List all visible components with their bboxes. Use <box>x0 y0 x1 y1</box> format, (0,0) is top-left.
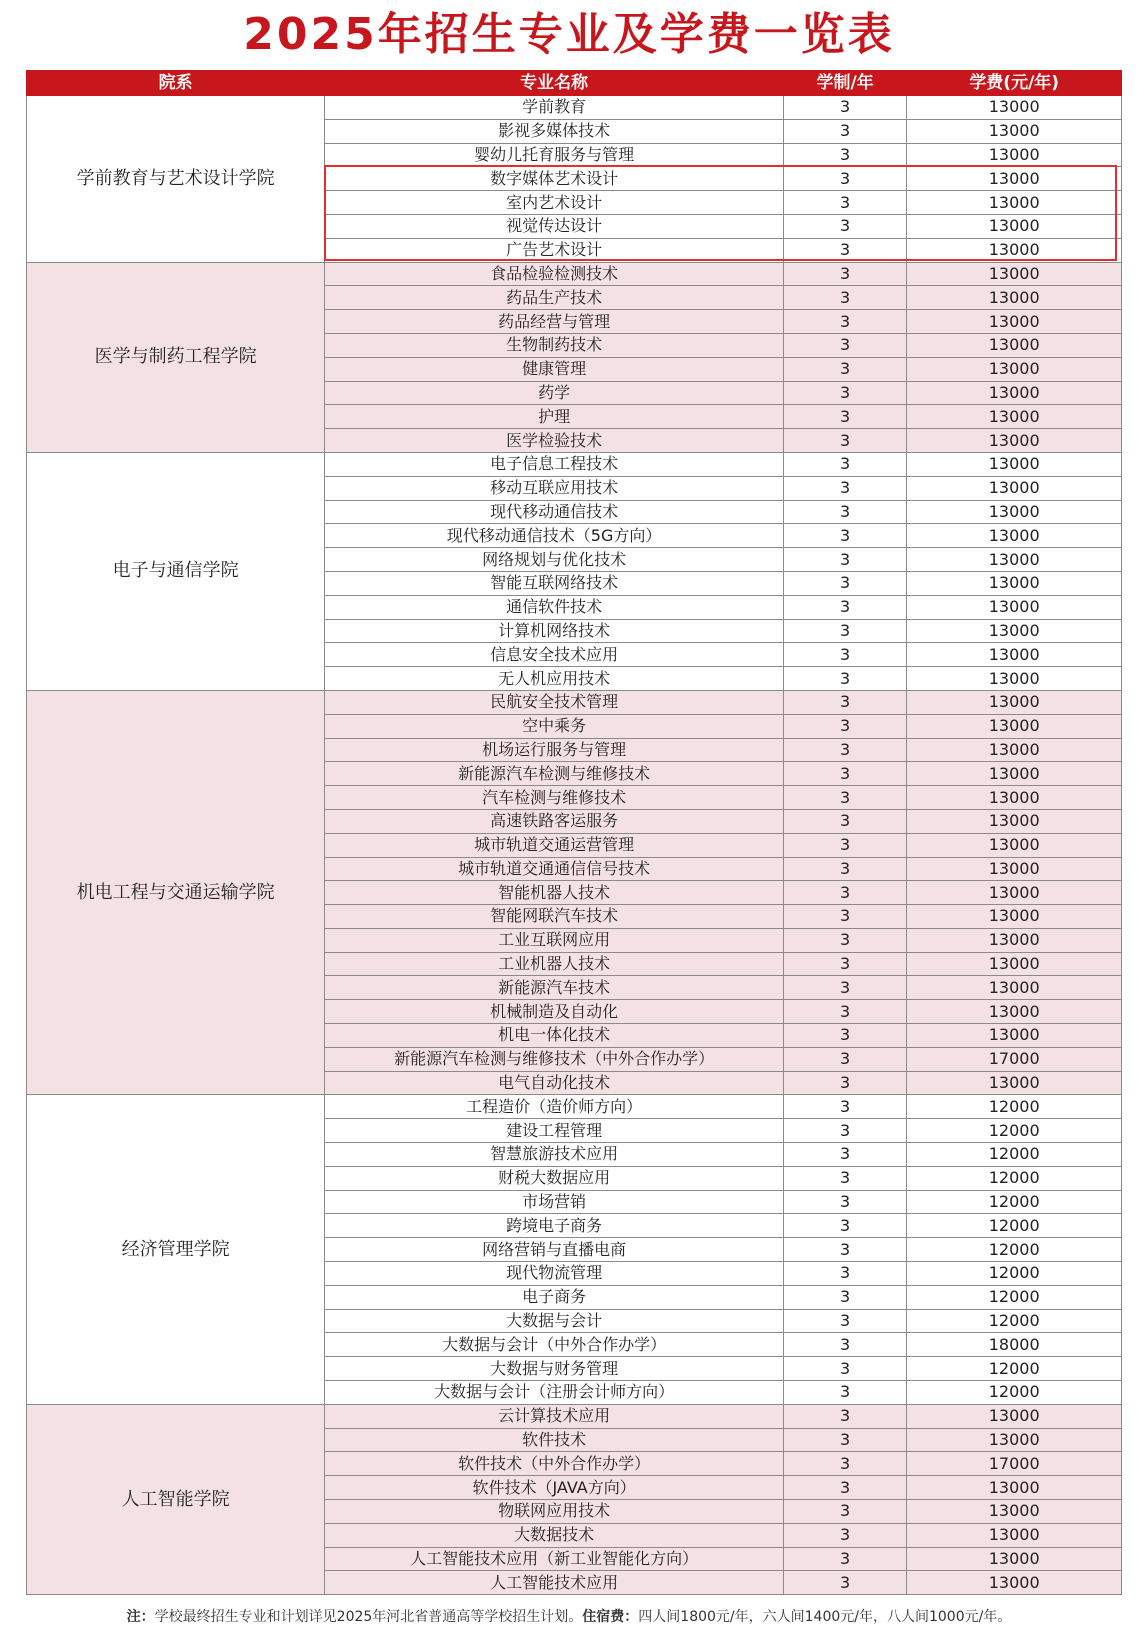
dorm-fee-text: 四人间1800元/年，六人间1400元/年，八人间1000元/年。 <box>638 1609 1012 1625</box>
tuition-cell: 13000 <box>907 881 1122 905</box>
header-college: 院系 <box>27 71 325 96</box>
tuition-cell: 13000 <box>907 1547 1122 1571</box>
duration-cell: 3 <box>783 333 907 357</box>
duration-cell: 3 <box>783 1119 907 1143</box>
major-cell: 新能源汽车检测与维修技术（中外合作办学） <box>325 1047 784 1071</box>
major-cell: 新能源汽车检测与维修技术 <box>325 762 784 786</box>
header-tuition: 学费(元/年) <box>907 71 1122 96</box>
major-cell: 智能互联网络技术 <box>325 571 784 595</box>
duration-cell: 3 <box>783 238 907 262</box>
major-cell: 电气自动化技术 <box>325 1071 784 1095</box>
note-text: 学校最终招生专业和计划详见2025年河北省普通高等学校招生计划。 <box>154 1609 583 1625</box>
tuition-cell: 13000 <box>907 1428 1122 1452</box>
major-cell: 智慧旅游技术应用 <box>325 1143 784 1167</box>
college-cell: 人工智能学院 <box>27 1404 325 1594</box>
duration-cell: 3 <box>783 619 907 643</box>
duration-cell: 3 <box>783 1047 907 1071</box>
tuition-cell: 13000 <box>907 238 1122 262</box>
major-cell: 学前教育 <box>325 96 784 120</box>
tuition-cell: 13000 <box>907 595 1122 619</box>
major-cell: 汽车检测与维修技术 <box>325 786 784 810</box>
duration-cell: 3 <box>783 667 907 691</box>
major-cell: 通信软件技术 <box>325 595 784 619</box>
duration-cell: 3 <box>783 976 907 1000</box>
tuition-cell: 13000 <box>907 667 1122 691</box>
duration-cell: 3 <box>783 548 907 572</box>
duration-cell: 3 <box>783 214 907 238</box>
college-cell: 医学与制药工程学院 <box>27 262 325 452</box>
major-cell: 现代移动通信技术 <box>325 500 784 524</box>
major-cell: 软件技术（中外合作办学） <box>325 1452 784 1476</box>
duration-cell: 3 <box>783 928 907 952</box>
college-cell: 经济管理学院 <box>27 1095 325 1404</box>
major-cell: 现代移动通信技术（5G方向） <box>325 524 784 548</box>
table-row <box>27 690 1122 714</box>
page-title: 2025年招生专业及学费一览表 <box>243 9 895 60</box>
duration-cell: 3 <box>783 1571 907 1595</box>
duration-cell: 3 <box>783 429 907 453</box>
tuition-cell: 13000 <box>907 191 1122 215</box>
duration-cell: 3 <box>783 595 907 619</box>
major-cell: 软件技术（JAVA方向） <box>325 1476 784 1500</box>
major-cell: 信息安全技术应用 <box>325 643 784 667</box>
tuition-cell: 13000 <box>907 357 1122 381</box>
duration-cell: 3 <box>783 405 907 429</box>
tuition-cell: 13000 <box>907 310 1122 334</box>
major-cell: 生物制药技术 <box>325 333 784 357</box>
tuition-cell: 13000 <box>907 1500 1122 1524</box>
tuition-cell: 13000 <box>907 405 1122 429</box>
duration-cell: 3 <box>783 857 907 881</box>
major-cell: 建设工程管理 <box>325 1119 784 1143</box>
duration-cell: 3 <box>783 381 907 405</box>
tuition-cell: 13000 <box>907 833 1122 857</box>
duration-cell: 3 <box>783 143 907 167</box>
duration-cell: 3 <box>783 643 907 667</box>
tuition-cell: 13000 <box>907 928 1122 952</box>
major-cell: 民航安全技术管理 <box>325 690 784 714</box>
duration-cell: 3 <box>783 357 907 381</box>
tuition-cell: 13000 <box>907 452 1122 476</box>
major-cell: 医学检验技术 <box>325 429 784 453</box>
tuition-cell: 13000 <box>907 809 1122 833</box>
duration-cell: 3 <box>783 1285 907 1309</box>
tuition-cell: 13000 <box>907 1571 1122 1595</box>
tuition-cell: 12000 <box>907 1190 1122 1214</box>
tuition-cell: 13000 <box>907 1024 1122 1048</box>
major-cell: 物联网应用技术 <box>325 1500 784 1524</box>
header-duration: 学制/年 <box>783 71 907 96</box>
duration-cell: 3 <box>783 1000 907 1024</box>
tuition-cell: 13000 <box>907 333 1122 357</box>
major-cell: 网络规划与优化技术 <box>325 548 784 572</box>
duration-cell: 3 <box>783 96 907 120</box>
major-cell: 软件技术 <box>325 1428 784 1452</box>
tuition-cell: 12000 <box>907 1285 1122 1309</box>
tuition-cell: 12000 <box>907 1166 1122 1190</box>
major-cell: 人工智能技术应用（新工业智能化方向） <box>325 1547 784 1571</box>
tuition-cell: 13000 <box>907 643 1122 667</box>
major-cell: 移动互联应用技术 <box>325 476 784 500</box>
duration-cell: 3 <box>783 1523 907 1547</box>
duration-cell: 3 <box>783 1166 907 1190</box>
tuition-cell: 13000 <box>907 1000 1122 1024</box>
duration-cell: 3 <box>783 1547 907 1571</box>
note-label: 注： <box>126 1609 155 1625</box>
major-cell: 云计算技术应用 <box>325 1404 784 1428</box>
college-cell: 学前教育与艺术设计学院 <box>27 96 325 263</box>
tuition-cell: 12000 <box>907 1309 1122 1333</box>
tuition-cell: 13000 <box>907 262 1122 286</box>
tuition-cell: 13000 <box>907 714 1122 738</box>
duration-cell: 3 <box>783 1190 907 1214</box>
major-cell: 电子信息工程技术 <box>325 452 784 476</box>
major-cell: 大数据技术 <box>325 1523 784 1547</box>
duration-cell: 3 <box>783 1214 907 1238</box>
major-cell: 跨境电子商务 <box>325 1214 784 1238</box>
tuition-cell: 13000 <box>907 976 1122 1000</box>
tuition-cell: 13000 <box>907 119 1122 143</box>
duration-cell: 3 <box>783 500 907 524</box>
duration-cell: 3 <box>783 310 907 334</box>
tuition-cell: 13000 <box>907 524 1122 548</box>
major-cell: 人工智能技术应用 <box>325 1571 784 1595</box>
duration-cell: 3 <box>783 1238 907 1262</box>
major-cell: 新能源汽车技术 <box>325 976 784 1000</box>
major-cell: 城市轨道交通通信信号技术 <box>325 857 784 881</box>
table-row <box>27 1404 1122 1428</box>
major-cell: 大数据与会计（注册会计师方向） <box>325 1381 784 1405</box>
tuition-cell: 12000 <box>907 1119 1122 1143</box>
duration-cell: 3 <box>783 1071 907 1095</box>
table-row <box>27 1095 1122 1119</box>
college-cell: 电子与通信学院 <box>27 452 325 690</box>
tuition-cell: 13000 <box>907 286 1122 310</box>
table-header-row <box>27 71 1122 96</box>
major-cell: 财税大数据应用 <box>325 1166 784 1190</box>
duration-cell: 3 <box>783 762 907 786</box>
duration-cell: 3 <box>783 1500 907 1524</box>
tuition-cell: 13000 <box>907 143 1122 167</box>
duration-cell: 3 <box>783 1024 907 1048</box>
major-cell: 视觉传达设计 <box>325 214 784 238</box>
major-cell: 大数据与财务管理 <box>325 1357 784 1381</box>
major-cell: 药学 <box>325 381 784 405</box>
duration-cell: 3 <box>783 1143 907 1167</box>
tuition-cell: 18000 <box>907 1333 1122 1357</box>
duration-cell: 3 <box>783 1095 907 1119</box>
duration-cell: 3 <box>783 881 907 905</box>
major-cell: 药品经营与管理 <box>325 310 784 334</box>
duration-cell: 3 <box>783 786 907 810</box>
table-body <box>27 96 1122 1595</box>
major-cell: 智能机器人技术 <box>325 881 784 905</box>
major-cell: 机电一体化技术 <box>325 1024 784 1048</box>
tuition-cell: 13000 <box>907 96 1122 120</box>
duration-cell: 3 <box>783 1262 907 1286</box>
major-cell: 食品检验检测技术 <box>325 262 784 286</box>
major-cell: 大数据与会计 <box>325 1309 784 1333</box>
major-cell: 无人机应用技术 <box>325 667 784 691</box>
major-cell: 现代物流管理 <box>325 1262 784 1286</box>
major-cell: 高速铁路客运服务 <box>325 809 784 833</box>
tuition-table <box>26 70 1122 1595</box>
duration-cell: 3 <box>783 1452 907 1476</box>
duration-cell: 3 <box>783 452 907 476</box>
duration-cell: 3 <box>783 738 907 762</box>
major-cell: 室内艺术设计 <box>325 191 784 215</box>
duration-cell: 3 <box>783 167 907 191</box>
tuition-cell: 12000 <box>907 1143 1122 1167</box>
tuition-cell: 13000 <box>907 214 1122 238</box>
table-row <box>27 452 1122 476</box>
duration-cell: 3 <box>783 286 907 310</box>
table-row <box>27 96 1122 120</box>
dorm-fee-label: 住宿费： <box>582 1609 639 1625</box>
tuition-cell: 13000 <box>907 738 1122 762</box>
duration-cell: 3 <box>783 714 907 738</box>
major-cell: 机械制造及自动化 <box>325 1000 784 1024</box>
tuition-cell: 13000 <box>907 690 1122 714</box>
tuition-cell: 12000 <box>907 1262 1122 1286</box>
major-cell: 工程造价（造价师方向） <box>325 1095 784 1119</box>
tuition-cell: 12000 <box>907 1357 1122 1381</box>
major-cell: 婴幼儿托育服务与管理 <box>325 143 784 167</box>
major-cell: 网络营销与直播电商 <box>325 1238 784 1262</box>
college-cell: 机电工程与交通运输学院 <box>27 690 325 1095</box>
tuition-cell: 13000 <box>907 381 1122 405</box>
duration-cell: 3 <box>783 1476 907 1500</box>
tuition-cell: 13000 <box>907 1476 1122 1500</box>
major-cell: 药品生产技术 <box>325 286 784 310</box>
tuition-cell: 17000 <box>907 1452 1122 1476</box>
duration-cell: 3 <box>783 1381 907 1405</box>
duration-cell: 3 <box>783 1333 907 1357</box>
major-cell: 计算机网络技术 <box>325 619 784 643</box>
tuition-cell: 13000 <box>907 762 1122 786</box>
major-cell: 电子商务 <box>325 1285 784 1309</box>
tuition-cell: 13000 <box>907 1523 1122 1547</box>
duration-cell: 3 <box>783 1428 907 1452</box>
duration-cell: 3 <box>783 262 907 286</box>
tuition-cell: 13000 <box>907 167 1122 191</box>
major-cell: 广告艺术设计 <box>325 238 784 262</box>
duration-cell: 3 <box>783 833 907 857</box>
major-cell: 健康管理 <box>325 357 784 381</box>
tuition-cell: 12000 <box>907 1238 1122 1262</box>
tuition-cell: 13000 <box>907 571 1122 595</box>
tuition-cell: 13000 <box>907 857 1122 881</box>
tuition-cell: 13000 <box>907 548 1122 572</box>
major-cell: 大数据与会计（中外合作办学） <box>325 1333 784 1357</box>
duration-cell: 3 <box>783 690 907 714</box>
tuition-cell: 12000 <box>907 1381 1122 1405</box>
major-cell: 数字媒体艺术设计 <box>325 167 784 191</box>
duration-cell: 3 <box>783 119 907 143</box>
tuition-cell: 12000 <box>907 1214 1122 1238</box>
major-cell: 城市轨道交通运营管理 <box>325 833 784 857</box>
duration-cell: 3 <box>783 571 907 595</box>
duration-cell: 3 <box>783 1357 907 1381</box>
footnote <box>0 1607 1138 1627</box>
major-cell: 空中乘务 <box>325 714 784 738</box>
major-cell: 影视多媒体技术 <box>325 119 784 143</box>
tuition-cell: 13000 <box>907 619 1122 643</box>
tuition-cell: 13000 <box>907 1404 1122 1428</box>
major-cell: 护理 <box>325 405 784 429</box>
header-major: 专业名称 <box>325 71 784 96</box>
duration-cell: 3 <box>783 476 907 500</box>
duration-cell: 3 <box>783 1404 907 1428</box>
duration-cell: 3 <box>783 191 907 215</box>
tuition-cell: 13000 <box>907 905 1122 929</box>
tuition-cell: 12000 <box>907 1095 1122 1119</box>
tuition-cell: 13000 <box>907 1071 1122 1095</box>
duration-cell: 3 <box>783 1309 907 1333</box>
tuition-cell: 17000 <box>907 1047 1122 1071</box>
duration-cell: 3 <box>783 809 907 833</box>
tuition-cell: 13000 <box>907 500 1122 524</box>
major-cell: 机场运行服务与管理 <box>325 738 784 762</box>
duration-cell: 3 <box>783 952 907 976</box>
tuition-cell: 13000 <box>907 786 1122 810</box>
duration-cell: 3 <box>783 905 907 929</box>
tuition-cell: 13000 <box>907 952 1122 976</box>
major-cell: 工业互联网应用 <box>325 928 784 952</box>
duration-cell: 3 <box>783 524 907 548</box>
major-cell: 市场营销 <box>325 1190 784 1214</box>
major-cell: 智能网联汽车技术 <box>325 905 784 929</box>
major-cell: 工业机器人技术 <box>325 952 784 976</box>
table-row <box>27 262 1122 286</box>
tuition-cell: 13000 <box>907 429 1122 453</box>
tuition-cell: 13000 <box>907 476 1122 500</box>
